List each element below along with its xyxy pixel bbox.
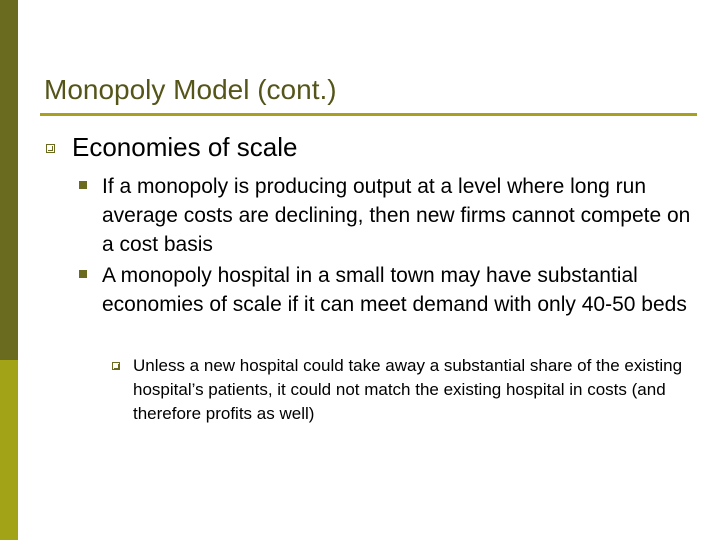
left-accent-bar-top xyxy=(0,0,18,360)
bullet-square-icon xyxy=(46,144,55,153)
left-accent-bar-bottom xyxy=(0,360,18,540)
slide-title: Monopoly Model (cont.) xyxy=(44,74,337,105)
sub-sub-bullet-new-hospital: Unless a new hospital could take away a substantial share of the existing hospital’s patients, it could not match the existing hospital in costs (and therefore profits as well) xyxy=(133,356,683,423)
bullet-economies-of-scale: Economies of scale xyxy=(72,132,298,162)
bullet-square-icon xyxy=(112,362,120,370)
sub-bullet-declining-costs: If a monopoly is producing output at a level where long run average costs are declining, then new firms cannot compete on a cost basis xyxy=(102,175,691,256)
bullet-filled-square-icon xyxy=(79,181,87,189)
title-underline xyxy=(40,113,697,116)
bullet-filled-square-icon xyxy=(79,270,87,278)
sub-bullet-monopoly-hospital: A monopoly hospital in a small town may have substantial economies of scale if it can meet demand with only 40-50 beds xyxy=(102,264,687,316)
